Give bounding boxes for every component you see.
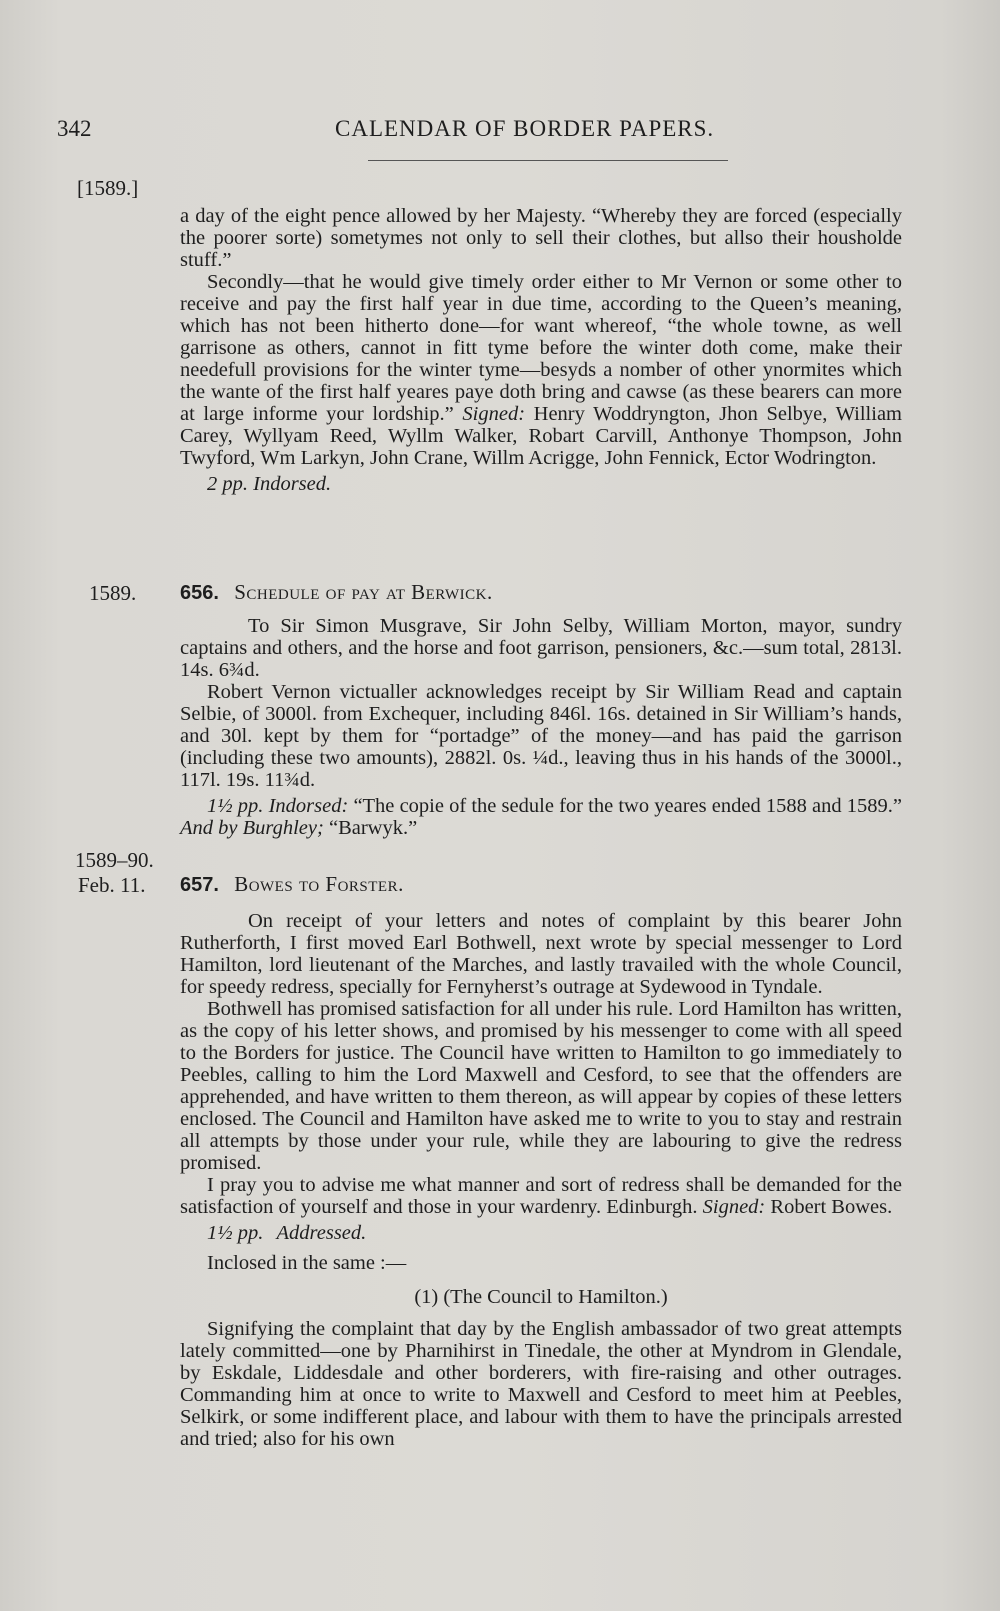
entry-657-body — [180, 910, 902, 1450]
margin-date-657: Feb. 11. — [78, 873, 146, 897]
entry-657-para-1: On receipt of your letters and notes of complaint by this bearer John Rutherforth, I first moved Earl Bothwell, next wrote by special messenger to Lord Hamilton, lord lieutenant of the Marches, and lastly travailed with the whole Council, for speedy redress, specially for Fernyherst’s outrage at Sydewood in Tyndale. — [180, 910, 902, 998]
margin-year-656: 1589. — [89, 581, 137, 605]
continuation-pages: 2 pp. — [207, 473, 248, 495]
continuation-para-2 — [180, 271, 902, 469]
entry-656-number: 656. — [180, 582, 219, 604]
entry-657-heading — [180, 872, 404, 897]
signed-label: Signed: — [462, 403, 526, 425]
entry-656-pages: 1½ pp. — [207, 795, 264, 817]
entry-657-para-3-text: I pray you to advise me what manner and sort of redress shall be demanded for the satisfaction of yourself and those in your wardenry. Edinburgh. — [180, 1174, 902, 1218]
continuation-block — [180, 205, 902, 495]
entry-656-para-2: Robert Vernon victualler acknowledges receipt by Sir William Read and captain Selbie, of 3000l. from Exchequer, including 846l. 16s. detained in Sir William’s hands, and 30l. kept by them for “portadge” of the money—and has paid the garrison (including these two amounts), 2882l. 0s. ¼d., leaving thus in his hands of the 3000l., 117l. 19s. 11¾d. — [180, 681, 902, 791]
entry-656-heading — [180, 580, 493, 605]
entry-657-signed-label: Signed: — [702, 1196, 766, 1218]
header-rule — [368, 160, 728, 161]
enclosure-text: Signifying the complaint that day by the English ambassador of two great attempts lately committed—one by Pharnihirst in Tinedale, the other at Myndrom in Glendale, by Eskdale, Liddesdale and other borderers, with fire-raising and other outrages. Commanding him at once to write to Maxwell and Cesford to meet him at Peebles, Selkirk, or some indifferent place, and labour with them to have the principals arrested and tried; also for his own — [180, 1318, 902, 1450]
entry-657-para-3 — [180, 1174, 902, 1218]
page-number: 342 — [57, 116, 92, 141]
continuation-para-2-text: Secondly—that he would give timely order either to Mr Vernon or some other to receive and pay the first half year in due time, according to the Queen’s meaning, which has not been hitherto done—for want whereof, “the whole towne, as well garrisone as others, cannot in fitt tyme before the winter doth come, make their needefull provisions for the winter tyme—besyds a nomber of other ynormites which the wante of the first half yeares paye doth bring and cawse (as these bearers can more at large informe your lordship.” — [180, 271, 902, 425]
continuation-pages-line — [180, 473, 902, 495]
enclosure-heading: (1) (The Council to Hamilton.) — [414, 1286, 668, 1308]
entry-656-para-1: To Sir Simon Musgrave, Sir John Selby, William Morton, mayor, sundry captains and others, and the horse and foot garrison, pensioners, &c.—sum total, 2813l. 14s. 6¾d. — [180, 615, 902, 681]
entry-657-enclosed: Inclosed in the same :— — [207, 1252, 407, 1274]
entry-656-endorsement-text: “The copie of the sedule for the two yeares ended 1588 and 1589.” — [353, 795, 902, 817]
entry-657-title: Bowes to Forster. — [234, 872, 404, 896]
margin-year-657: 1589–90. — [75, 848, 154, 872]
continuation-para-1: a day of the eight pence allowed by her Majesty. “Whereby they are forced (especially the poorer sorte) sometymes not only to sell their clothes, but allso their housholde stuff.” — [180, 205, 902, 271]
signed-names: Henry Woddryngton, Jhon Selbye, William Carey, Wyllyam Reed, Wyllm Walker, Robart Carvill, Anthonye Thompson, John Twyford, Wm Larkyn, John Crane, Willm Acrigge, John Fennick, Ector Wodrington. — [180, 403, 902, 469]
entry-657-pages: 1½ pp. — [207, 1222, 264, 1244]
entry-656-burghley-label: And by Burghley; — [180, 817, 324, 839]
entry-656-title: Schedule of pay at Berwick. — [234, 580, 493, 604]
margin-year-top: [1589.] — [77, 176, 139, 200]
entry-656-endorsement-label: Indorsed: — [268, 795, 349, 817]
entry-657-number: 657. — [180, 874, 219, 896]
entry-656-burghley-text: “Barwyk.” — [328, 817, 418, 839]
entry-657-signed-name: Robert Bowes. — [770, 1196, 893, 1218]
running-title: CALENDAR OF BORDER PAPERS. — [335, 116, 715, 141]
entry-656-body — [180, 615, 902, 839]
entry-656-endorsement-line — [180, 795, 902, 839]
continuation-endorsement: Indorsed. — [253, 473, 332, 495]
entry-657-pages-line — [180, 1222, 902, 1244]
entry-657-para-2: Bothwell has promised satisfaction for all under his rule. Lord Hamilton has written, as the copy of his letter shows, and promised by his messenger to come with all speed to the Borders for justice. The Council have written to Hamilton to go immediately to Peebles, calling to him the Lord Maxwell and Cesford, to see that the offenders are apprehended, and have written to them thereon, as will appear by copies of these letters enclosed. The Council and Hamilton have asked me to write to you to stay and restrain all attempts by those under your rule, while they are labouring to give the redress promised. — [180, 998, 902, 1174]
entry-657-address: Addressed. — [276, 1222, 367, 1244]
